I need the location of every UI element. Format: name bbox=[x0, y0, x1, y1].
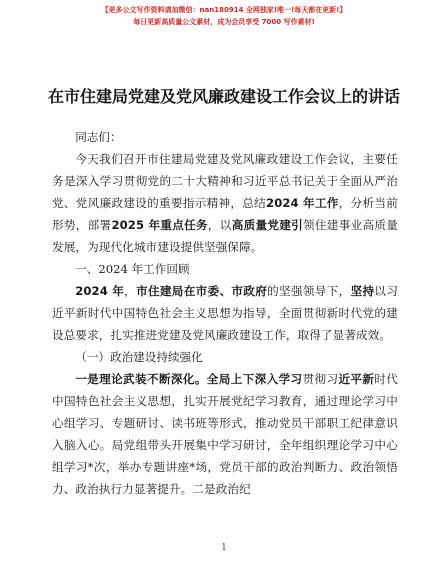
text-run-bold: 2024 年 bbox=[75, 284, 125, 298]
text-run-bold: 2024 年工作 bbox=[266, 196, 339, 210]
page-number: 1 bbox=[221, 543, 227, 553]
promo-line-2: 每日更新高质量公文素材，成为会员享受 7000 写作素材! bbox=[133, 18, 315, 26]
text-run: ，分析当前形势，部署 bbox=[52, 196, 398, 232]
text-run: 的坚强领导下， bbox=[267, 284, 351, 298]
text-run-bold: 市住建局在市委、市政府 bbox=[136, 284, 268, 298]
paragraph-intro bbox=[52, 148, 398, 258]
promo-banner bbox=[0, 4, 448, 28]
section-heading-1: 一、2024 年工作回顾 bbox=[75, 262, 190, 276]
text-run-bold: 高质量党建引 bbox=[231, 218, 304, 232]
promo-line-1: 【更多公文写作资料请加微信：nan180914 全网独家!唯一!每天都在更新!】 bbox=[101, 6, 347, 14]
text-run-bold: 近平新 bbox=[338, 372, 375, 386]
paragraph-political bbox=[52, 368, 398, 500]
text-run-bold: 坚持 bbox=[350, 284, 375, 298]
text-run: 领住建事业高质量发展，为现代化城市建设提供坚强保障。 bbox=[52, 218, 398, 254]
document-body bbox=[52, 126, 398, 500]
text-run: 时代中国特色社会主义思想，扎实开展党纪学习教育，通过理论学习中心组学习、专题研讨、读书班等形式，推动党员干部职工纪律意识入脑入心。局党组带头开展集中学习研讨，全年组织理论学习中心组学习*次，举办专题讲座*场，党员干部的政治判断力、政治领悟力、政治执行力显著提升。二是政治纪 bbox=[52, 372, 399, 496]
text-run: 以习近平新时代中国特色社会主义思想为指导，全面贯彻新时代党的建设总要求，扎实推进党建及党风廉政建设工作，取得了显著成效。 bbox=[52, 284, 399, 342]
text-run-bold: 2025 年重点任务 bbox=[111, 218, 208, 232]
paragraph-review bbox=[52, 280, 398, 346]
text-run-bold: 一是理论武装不断深化。全局上下深入学习 bbox=[75, 372, 303, 386]
text-run: 今天我们召开市住建局党建及党风廉政建设工作会议，主要任务是深入学习贯彻党的二十大精神和习近平总书记关于全面从严治党、党风廉政建设的重要指示精神，总结 bbox=[52, 152, 398, 210]
subsection-heading-1: （一）政治建设持续强化 bbox=[75, 350, 203, 364]
text-run: ， bbox=[124, 284, 137, 298]
text-run: 贯彻习 bbox=[302, 372, 339, 386]
document-title: 在市住建局党建及党风廉政建设工作会议上的讲话 bbox=[47, 87, 400, 106]
salutation: 同志们： bbox=[75, 130, 122, 144]
text-run: ，以 bbox=[207, 218, 232, 232]
